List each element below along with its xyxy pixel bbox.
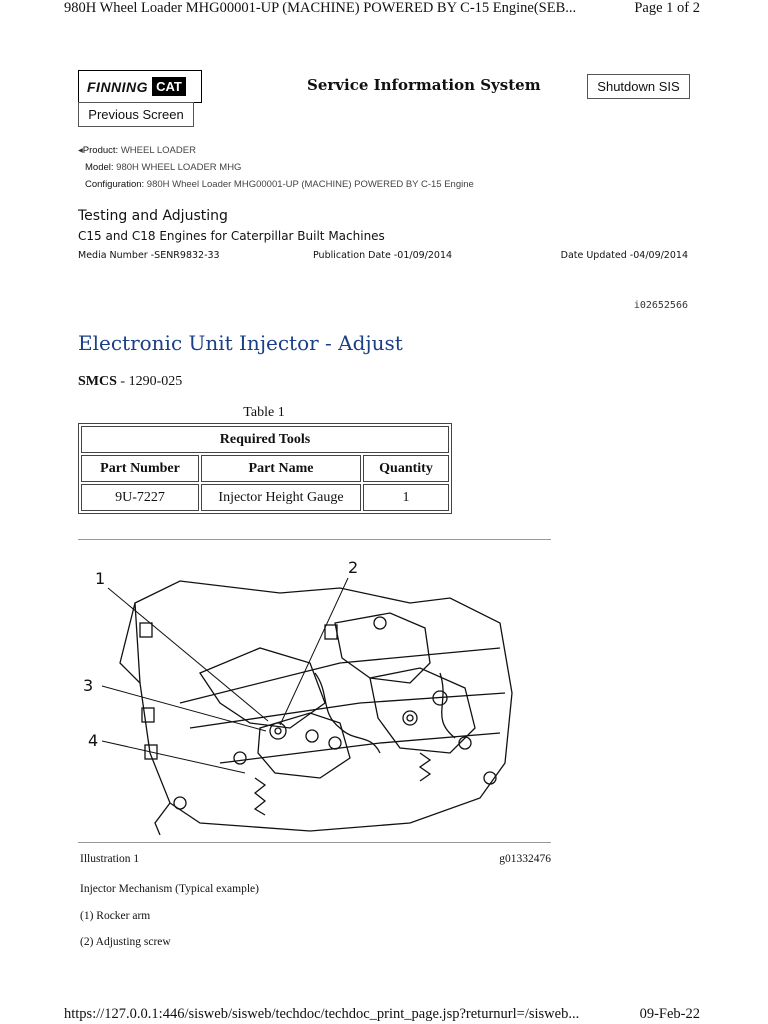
- page-title: Electronic Unit Injector - Adjust: [78, 331, 403, 355]
- smcs-code: SMCS - 1290-025: [78, 374, 183, 389]
- legend-item: (1) Rocker arm: [80, 910, 151, 922]
- publication-date: Publication Date -01/09/2014: [313, 250, 453, 261]
- cat-badge: CAT: [152, 77, 186, 96]
- print-title: 980H Wheel Loader MHG00001-UP (MACHINE) POWERED BY C-15 Engine(SEB...: [64, 0, 577, 16]
- date-updated: Date Updated -04/09/2014: [560, 250, 688, 261]
- document-type: Testing and Adjusting: [78, 208, 228, 224]
- configuration-value: 980H Wheel Loader MHG00001-UP (MACHINE) POWERED BY C-15 Engine: [146, 179, 474, 190]
- model-line: Model: 980H WHEEL LOADER MHG: [85, 162, 242, 173]
- document-id: i02652566: [633, 300, 688, 311]
- divider: [78, 539, 551, 540]
- legend-item: (2) Adjusting screw: [80, 936, 171, 948]
- callout-2: 2: [348, 558, 359, 577]
- table-cell: 9U-7227: [81, 484, 199, 511]
- finning-cat-logo: [78, 70, 202, 103]
- media-number: Media Number -SENR9832-33: [78, 250, 220, 261]
- table-caption: Table 1: [243, 405, 285, 420]
- column-header: Quantity: [363, 455, 449, 482]
- model-value[interactable]: 980H WHEEL LOADER MHG: [116, 162, 242, 173]
- print-date: 09-Feb-22: [639, 1006, 700, 1022]
- product-line: ◂Product: WHEEL LOADER: [78, 145, 196, 156]
- configuration-line: Configuration: 980H Wheel Loader MHG00001-UP (MACHINE) POWERED BY C-15 Engine: [85, 179, 474, 190]
- injector-mechanism-illustration: [80, 553, 520, 835]
- app-title: Service Information System: [307, 76, 541, 94]
- logo-text: FINNING: [87, 78, 149, 95]
- callout-4: 4: [88, 731, 99, 750]
- graphic-id: g01332476: [499, 853, 551, 865]
- back-arrow-icon[interactable]: ◂: [78, 145, 83, 156]
- previous-screen-button[interactable]: Previous Screen: [78, 102, 194, 127]
- required-tools-table: [78, 423, 452, 514]
- table-heading: Required Tools: [81, 426, 449, 453]
- table-row: [81, 484, 449, 511]
- print-footer: [64, 1006, 700, 1024]
- callout-1: 1: [95, 569, 106, 588]
- table-cell: 1: [363, 484, 449, 511]
- callout-3: 3: [83, 676, 94, 695]
- column-header: Part Number: [81, 455, 199, 482]
- product-value[interactable]: WHEEL LOADER: [120, 145, 196, 156]
- illustration-label: Illustration 1: [80, 853, 140, 865]
- document-subtitle: C15 and C18 Engines for Caterpillar Built Machines: [78, 229, 385, 243]
- divider: [78, 842, 551, 843]
- page-indicator: Page 1 of 2: [634, 0, 700, 16]
- shutdown-button[interactable]: Shutdown SIS: [587, 74, 690, 99]
- illustration-description: Injector Mechanism (Typical example): [80, 883, 259, 895]
- page-url: https://127.0.0.1:446/sisweb/sisweb/techdoc/techdoc_print_page.jsp?returnurl=/sisweb...: [64, 1006, 580, 1022]
- table-cell: Injector Height Gauge: [201, 484, 361, 511]
- print-header: [64, 0, 700, 18]
- column-header: Part Name: [201, 455, 361, 482]
